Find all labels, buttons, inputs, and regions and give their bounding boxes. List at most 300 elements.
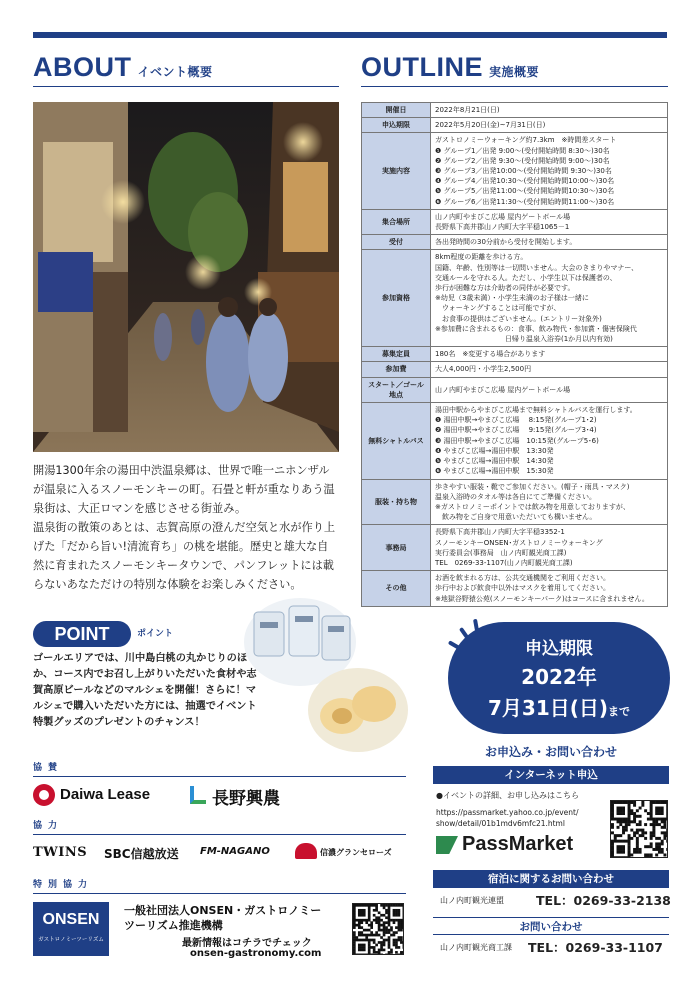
qr-module xyxy=(400,921,403,924)
qr-module xyxy=(388,936,391,939)
qr-module xyxy=(611,815,614,818)
qr-module xyxy=(380,946,383,949)
qr-module xyxy=(652,801,655,804)
qr-module xyxy=(368,951,371,954)
qr-module xyxy=(650,845,653,848)
qr-module xyxy=(380,914,383,917)
qr-module xyxy=(388,919,391,922)
qr-module xyxy=(658,812,661,815)
qr-module xyxy=(622,856,625,858)
qr-module xyxy=(383,934,386,937)
sponsor-label-tokubetsu: 特別協力 xyxy=(33,880,94,890)
qr-module xyxy=(619,820,622,823)
qr-module xyxy=(625,840,628,843)
table-value-line: ❸ 湯田中駅→やまびこ広場 10:15発(グループ5･6) xyxy=(435,436,599,445)
table-row xyxy=(362,403,668,479)
qr-module xyxy=(370,946,373,949)
table-row xyxy=(362,103,668,118)
inquiry-tel[interactable]: TEL：0269-33-1107 xyxy=(528,940,663,955)
table-value-line: お食事の提供はございません。(エントリー対象外) xyxy=(435,314,602,323)
qr-module xyxy=(393,921,396,924)
qr-module xyxy=(375,951,378,954)
qr-module xyxy=(353,906,356,909)
table-key: 服装・持ち物 xyxy=(362,479,431,525)
qr-module xyxy=(395,919,398,922)
qr-module xyxy=(373,941,376,944)
qr-module xyxy=(619,840,622,843)
inquiry-org: 山ノ内町観光商工課 xyxy=(440,943,512,952)
qr-module xyxy=(650,837,653,840)
qr-module xyxy=(375,909,378,912)
qr-module xyxy=(636,815,639,818)
table-value-line: TEL 0269-33-1107(山ノ内町観光商工課) xyxy=(435,558,573,567)
qr-module xyxy=(375,906,378,909)
table-value-line: ❺ やまびこ広場→湯田中駅 14:30発 xyxy=(435,457,554,466)
qr-module xyxy=(353,911,356,914)
qr-module xyxy=(368,944,371,947)
lodging-tel[interactable]: TEL：0269-33-2138 xyxy=(536,893,671,908)
about-heading xyxy=(33,52,213,83)
qr-module xyxy=(650,801,653,804)
qr-module xyxy=(393,911,396,914)
qr-module xyxy=(619,807,622,810)
qr-module xyxy=(363,939,366,942)
qr-module xyxy=(388,924,391,927)
sbc-logo: SBC信越放送 xyxy=(104,847,179,861)
qr-module xyxy=(388,939,391,942)
qr-module xyxy=(370,939,373,942)
about-title: ABOUT xyxy=(33,52,132,82)
qr-module xyxy=(641,834,644,837)
qr-module xyxy=(383,944,386,947)
qr-module xyxy=(368,929,371,932)
qr-module xyxy=(365,939,368,942)
qr-module xyxy=(360,931,363,934)
qr-module xyxy=(636,831,639,834)
qr-module xyxy=(650,807,653,810)
sponsor-rule-1 xyxy=(33,776,406,777)
qr-module xyxy=(614,834,617,837)
qr-module xyxy=(353,904,356,907)
qr-module xyxy=(358,926,361,929)
qr-module xyxy=(400,919,403,922)
qr-module xyxy=(666,815,668,818)
qr-module xyxy=(385,904,388,907)
qr-module xyxy=(385,926,388,929)
qr-module xyxy=(368,919,371,922)
qr-module xyxy=(378,949,381,952)
qr-module xyxy=(403,904,404,907)
table-value-line: ❸ グループ3／出発10:00～(受付開始時間 9:30～)30名 xyxy=(435,167,612,176)
qr-module xyxy=(363,914,366,917)
qr-module xyxy=(393,909,396,912)
qr-module xyxy=(378,919,381,922)
qr-code-passmarket[interactable] xyxy=(610,800,668,858)
qr-module xyxy=(370,954,373,955)
qr-module xyxy=(385,909,388,912)
qr-module xyxy=(368,904,371,907)
grandserows-logo: 信濃グランセローズ xyxy=(320,848,392,857)
qr-module xyxy=(368,924,371,927)
table-value-line: ウォーキングすることは可能ですが、 xyxy=(435,304,561,313)
table-key: 申込期限 xyxy=(362,118,431,133)
qr-module xyxy=(661,831,664,834)
qr-module xyxy=(398,911,401,914)
qr-module xyxy=(378,921,381,924)
qr-module xyxy=(663,837,666,840)
qr-module xyxy=(628,840,631,843)
qr-module xyxy=(614,856,617,858)
qr-module xyxy=(373,909,376,912)
qr-module xyxy=(661,801,664,804)
qr-module xyxy=(617,834,620,837)
qr-module xyxy=(378,926,381,929)
qr-module xyxy=(611,848,614,851)
qr-module xyxy=(365,921,368,924)
qr-module xyxy=(633,851,636,854)
qr-module xyxy=(622,851,625,854)
qr-module xyxy=(360,904,363,907)
qr-module xyxy=(666,809,668,812)
qr-module xyxy=(658,807,661,810)
qr-module xyxy=(363,944,366,947)
qr-module xyxy=(373,951,376,954)
qr-module xyxy=(395,946,398,949)
qr-module xyxy=(636,809,639,812)
qr-module xyxy=(368,949,371,952)
qr-module xyxy=(378,954,381,955)
qr-module xyxy=(368,934,371,937)
deadline-date: 7月31日(日) xyxy=(487,696,609,720)
qr-module xyxy=(358,944,361,947)
table-row xyxy=(362,250,668,347)
qr-module xyxy=(611,812,614,815)
qr-module xyxy=(625,826,628,829)
qr-module xyxy=(388,929,391,932)
nagano-kosan-logo: 長野興農 xyxy=(212,789,280,809)
onsen-website-link[interactable]: onsen-gastronomy.com xyxy=(190,948,322,959)
qr-module xyxy=(650,842,653,845)
qr-module xyxy=(622,848,625,851)
qr-module xyxy=(360,944,363,947)
qr-module xyxy=(383,941,386,944)
table-value-line: ❶ グループ1／出発 9:00～(受付開始時間 8:30～)30名 xyxy=(435,146,610,155)
qr-module xyxy=(628,853,631,856)
qr-module xyxy=(622,807,625,810)
qr-module xyxy=(661,812,664,815)
qr-module xyxy=(644,823,647,826)
qr-module xyxy=(403,914,404,917)
qr-module xyxy=(360,921,363,924)
qr-module xyxy=(622,801,625,804)
qr-module xyxy=(395,941,398,944)
qr-module xyxy=(652,826,655,829)
outline-title: OUTLINE xyxy=(361,52,483,82)
qr-module xyxy=(641,829,644,832)
qr-module xyxy=(398,946,401,949)
passmarket-logo[interactable]: PassMarket xyxy=(462,833,574,855)
table-row xyxy=(362,377,668,402)
qr-module xyxy=(355,939,358,942)
qr-module xyxy=(378,924,381,927)
qr-module xyxy=(655,842,658,845)
qr-module xyxy=(611,818,614,821)
onsen-org-logo xyxy=(33,902,109,956)
qr-module xyxy=(650,834,653,837)
qr-module xyxy=(368,914,371,917)
table-value-line: 日帰り温泉入浴券(1か月以内有効) xyxy=(435,335,613,344)
qr-module xyxy=(378,911,381,914)
qr-module xyxy=(383,939,386,942)
qr-module xyxy=(353,946,356,949)
qr-module xyxy=(360,909,363,912)
qr-module xyxy=(393,941,396,944)
qr-module xyxy=(666,834,668,837)
qr-module xyxy=(373,904,376,907)
qr-module xyxy=(619,801,622,804)
onsen-org-name-1: 一般社団法人ONSEN・ガストロノミー xyxy=(124,904,322,917)
qr-module xyxy=(666,840,668,843)
qr-module xyxy=(360,934,363,937)
qr-module xyxy=(353,944,356,947)
qr-module xyxy=(358,924,361,927)
qr-module xyxy=(388,906,391,909)
qr-module xyxy=(633,801,636,804)
qr-module xyxy=(655,848,658,851)
qr-module xyxy=(658,818,661,821)
qr-module xyxy=(628,856,631,858)
qr-module xyxy=(617,801,620,804)
qr-module xyxy=(650,831,653,834)
qr-module xyxy=(390,934,393,937)
qr-module xyxy=(639,815,642,818)
grandserows-logo-mark xyxy=(295,843,317,859)
table-value-line: 歩きやすい服装・靴でご参加ください。(帽子・雨具・マスク) xyxy=(435,482,630,491)
qr-module xyxy=(358,939,361,942)
qr-module xyxy=(644,856,647,858)
qr-module xyxy=(633,815,636,818)
qr-module xyxy=(383,931,386,934)
qr-module xyxy=(370,934,373,937)
qr-module xyxy=(385,939,388,942)
outline-table xyxy=(361,102,668,607)
qr-module xyxy=(393,944,396,947)
qr-module xyxy=(385,931,388,934)
internet-note: ●イベントの詳細、お申し込みはこちら xyxy=(436,791,579,800)
qr-module xyxy=(655,837,658,840)
qr-module xyxy=(363,934,366,937)
top-accent-bar xyxy=(33,32,667,38)
qr-module xyxy=(650,856,653,858)
onsen-logo-text: ONSEN xyxy=(42,911,100,928)
qr-module xyxy=(650,823,653,826)
qr-module xyxy=(388,916,391,919)
table-value xyxy=(431,209,668,234)
qr-module xyxy=(370,924,373,927)
qr-module xyxy=(383,914,386,917)
qr-module xyxy=(619,809,622,812)
qr-module xyxy=(650,804,653,807)
qr-code-onsen[interactable] xyxy=(352,903,404,955)
qr-module xyxy=(388,944,391,947)
qr-module xyxy=(655,820,658,823)
qr-module xyxy=(614,818,617,821)
qr-module xyxy=(363,904,366,907)
qr-module xyxy=(353,921,356,924)
qr-module xyxy=(644,853,647,856)
qr-module xyxy=(398,954,401,955)
qr-module xyxy=(360,911,363,914)
qr-module xyxy=(611,853,614,856)
qr-module xyxy=(380,919,383,922)
qr-module xyxy=(666,831,668,834)
qr-module xyxy=(383,924,386,927)
qr-module xyxy=(650,815,653,818)
qr-module xyxy=(658,842,661,845)
qr-module xyxy=(658,851,661,854)
table-value-line: 8km程度の距離を歩ける方。 xyxy=(435,253,528,262)
qr-module xyxy=(625,801,628,804)
qr-module xyxy=(400,941,403,944)
qr-module xyxy=(358,921,361,924)
qr-module xyxy=(385,916,388,919)
table-value-line: ❻ やまびこ広場→湯田中駅 15:30発 xyxy=(435,467,554,476)
table-value-line: ❺ グループ5／出発11:00～(受付開始時間10:30～)30名 xyxy=(435,187,615,196)
sweets-photo xyxy=(308,668,408,752)
qr-module xyxy=(403,944,404,947)
qr-module xyxy=(398,929,401,932)
qr-module xyxy=(365,919,368,922)
qr-module xyxy=(400,951,403,954)
table-row xyxy=(362,362,668,377)
qr-module xyxy=(390,904,393,907)
qr-module xyxy=(628,820,631,823)
qr-module xyxy=(619,851,622,854)
qr-module xyxy=(398,924,401,927)
intro-paragraph-1: 開湯1300年余の湯田中渋温泉郷は、世界で唯一ニホンザルが温泉に入るスノーモンキーの町。石畳と軒が重なりあう温泉街は、大正ロマンを感じさせる街並み。 xyxy=(33,464,335,515)
deadline-year: 2022年 xyxy=(521,665,597,689)
qr-module xyxy=(650,853,653,856)
qr-module xyxy=(633,820,636,823)
qr-module xyxy=(661,818,664,821)
qr-module xyxy=(375,931,378,934)
table-value xyxy=(431,525,668,571)
qr-module xyxy=(652,818,655,821)
daiwa-lease-logo: Daiwa Lease xyxy=(60,786,151,803)
qr-module xyxy=(373,946,376,949)
qr-module xyxy=(619,823,622,826)
qr-module xyxy=(661,826,664,829)
qr-module xyxy=(650,812,653,815)
fm-nagano-logo: FM-NAGANO xyxy=(200,846,270,857)
qr-module xyxy=(368,946,371,949)
qr-module xyxy=(663,826,666,829)
qr-module xyxy=(353,924,356,927)
qr-module xyxy=(666,829,668,832)
qr-module xyxy=(390,929,393,932)
qr-module xyxy=(403,919,404,922)
qr-module xyxy=(358,909,361,912)
qr-module xyxy=(380,904,383,907)
qr-module xyxy=(633,834,636,837)
qr-module xyxy=(625,818,628,821)
qr-module xyxy=(661,848,664,851)
table-value xyxy=(431,403,668,479)
qr-module xyxy=(633,831,636,834)
qr-module xyxy=(652,820,655,823)
qr-module xyxy=(403,916,404,919)
table-value-line: 湯田中駅からやまびこ広場まで無料シャトルバスを運行します。 xyxy=(435,406,637,415)
table-value: 2022年8月21日(日) xyxy=(431,103,668,118)
qr-module xyxy=(390,919,393,922)
qr-module xyxy=(358,931,361,934)
qr-module xyxy=(400,924,403,927)
table-value-line: 長野県下高井郡山ノ内町大字平穏3352-1 xyxy=(435,528,565,537)
qr-module xyxy=(403,926,404,929)
qr-module xyxy=(358,954,361,955)
table-value: 大人4,000円・小学生2,500円 xyxy=(431,362,668,377)
qr-module xyxy=(655,845,658,848)
deadline-date-row xyxy=(448,692,670,721)
qr-module xyxy=(628,812,631,815)
qr-module xyxy=(388,946,391,949)
table-key: 実施内容 xyxy=(362,133,431,209)
qr-module xyxy=(650,809,653,812)
qr-module xyxy=(390,926,393,929)
qr-module xyxy=(647,812,650,815)
table-value-line: スノーモンキーONSEN･ガストロノミーウォーキング xyxy=(435,538,603,547)
qr-module xyxy=(666,804,668,807)
qr-module xyxy=(395,939,398,942)
qr-module xyxy=(617,820,620,823)
qr-module xyxy=(636,848,639,851)
qr-module xyxy=(655,801,658,804)
sponsor-rule-2 xyxy=(33,834,406,835)
qr-module xyxy=(625,856,628,858)
qr-module xyxy=(388,931,391,934)
qr-module xyxy=(622,812,625,815)
qr-module xyxy=(355,936,358,939)
qr-module xyxy=(358,914,361,917)
qr-module xyxy=(368,906,371,909)
qr-module xyxy=(652,823,655,826)
table-row xyxy=(362,525,668,571)
qr-module xyxy=(652,829,655,832)
qr-module xyxy=(383,904,386,907)
qr-module xyxy=(619,818,622,821)
table-row xyxy=(362,235,668,250)
qr-module xyxy=(380,944,383,947)
event-url-1[interactable]: https://passmarket.yahoo.co.jp/event/ xyxy=(436,808,579,817)
qr-module xyxy=(658,845,661,848)
table-key: スタート／ゴール地点 xyxy=(362,377,431,402)
qr-module xyxy=(383,906,386,909)
table-value-line: ❻ グループ6／出発11:30～(受付開始時間11:00～)30名 xyxy=(435,197,615,206)
qr-module xyxy=(368,911,371,914)
event-url-2[interactable]: show/detail/01b1mdv6mfc21.html xyxy=(436,819,565,828)
qr-module xyxy=(360,926,363,929)
qr-module xyxy=(658,801,661,804)
qr-module xyxy=(630,801,633,804)
qr-module xyxy=(663,834,666,837)
qr-module xyxy=(663,801,666,804)
qr-module xyxy=(368,941,371,944)
table-value-line: お酒を飲まれる方は、公共交通機関をご利用ください。 xyxy=(435,574,610,583)
qr-module xyxy=(661,809,664,812)
qr-module xyxy=(375,919,378,922)
qr-module xyxy=(611,807,614,810)
table-row xyxy=(362,118,668,133)
